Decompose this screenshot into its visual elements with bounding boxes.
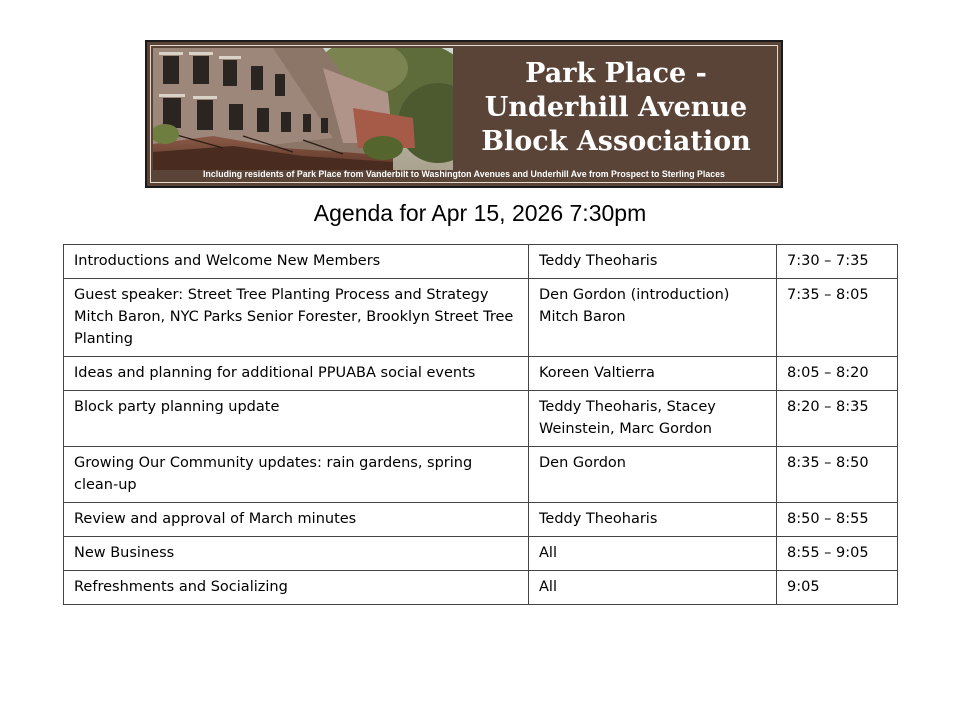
agenda-row: [64, 391, 898, 447]
agenda-row: [64, 245, 898, 279]
banner-frame: [150, 45, 778, 183]
time-cell: 8:05 – 8:20: [777, 357, 898, 391]
time-cell: 8:55 – 9:05: [777, 537, 898, 571]
presenter-cell: Teddy Theoharis, Stacey Weinstein, Marc Gordon: [529, 391, 777, 447]
agenda-item-cell: Growing Our Community updates: rain gardens, spring clean-up: [64, 447, 529, 503]
banner-subtitle: Including residents of Park Place from Vanderbilt to Washington Avenues and Underhill Ave from Prospect to Sterling Places: [203, 169, 725, 179]
agenda-row: [64, 357, 898, 391]
time-cell: 8:50 – 8:55: [777, 503, 898, 537]
agenda-row: [64, 279, 898, 357]
presenter-cell: Den Gordon: [529, 447, 777, 503]
agenda-item-cell: Guest speaker: Street Tree Planting Process and Strategy Mitch Baron, NYC Parks Senior Forester, Brooklyn Street Tree Planting: [64, 279, 529, 357]
agenda-item-cell: Block party planning update: [64, 391, 529, 447]
agenda-row: [64, 503, 898, 537]
association-banner: [145, 40, 783, 188]
presenter-cell: All: [529, 537, 777, 571]
agenda-row: [64, 537, 898, 571]
agenda-item-cell: Introductions and Welcome New Members: [64, 245, 529, 279]
presenter-cell: Den Gordon (introduction) Mitch Baron: [529, 279, 777, 357]
agenda-item-cell: New Business: [64, 537, 529, 571]
presenter-cell: Teddy Theoharis: [529, 245, 777, 279]
time-cell: 8:35 – 8:50: [777, 447, 898, 503]
title-line-2: Underhill Avenue: [484, 92, 748, 123]
agenda-item-cell: Refreshments and Socializing: [64, 571, 529, 605]
agenda-row: [64, 447, 898, 503]
agenda-item-cell: Ideas and planning for additional PPUABA social events: [64, 357, 529, 391]
brownstone-street-image: [153, 48, 453, 170]
association-name: [451, 52, 778, 164]
title-line-3: Block Association: [481, 126, 751, 157]
time-cell: 8:20 – 8:35: [777, 391, 898, 447]
agenda-row: [64, 571, 898, 605]
time-cell: 9:05: [777, 571, 898, 605]
presenter-cell: Koreen Valtierra: [529, 357, 777, 391]
time-cell: 7:35 – 8:05: [777, 279, 898, 357]
agenda-item-cell: Review and approval of March minutes: [64, 503, 529, 537]
title-line-1: Park Place -: [525, 58, 707, 89]
agenda-table: [63, 244, 898, 605]
time-cell: 7:30 – 7:35: [777, 245, 898, 279]
presenter-cell: Teddy Theoharis: [529, 503, 777, 537]
presenter-cell: All: [529, 571, 777, 605]
agenda-title: Agenda for Apr 15, 2026 7:30pm: [313, 200, 647, 226]
